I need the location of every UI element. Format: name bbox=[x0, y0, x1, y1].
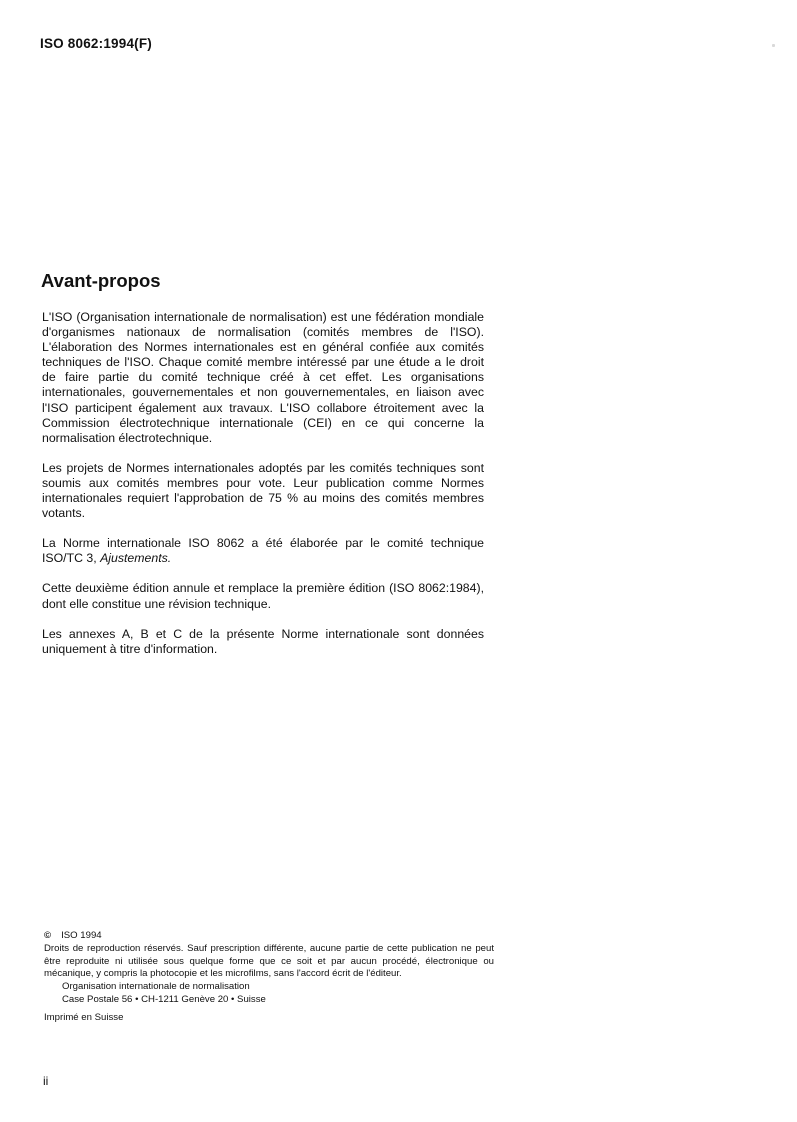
paragraph-annexes: Les annexes A, B et C de la présente Norme internationale sont données uniquement à titre d'information. bbox=[42, 626, 484, 656]
paragraph-edition: Cette deuxième édition annule et remplace la première édition (ISO 8062:1984), dont elle constitue une révision technique. bbox=[42, 581, 484, 611]
scan-speck bbox=[772, 44, 775, 47]
copyright-block bbox=[44, 930, 494, 1025]
tc-text: La Norme internationale ISO 8062 a été élaborée par le comité technique ISO/TC 3, bbox=[42, 536, 484, 566]
page-number: ii bbox=[43, 1074, 49, 1088]
printed-in: Imprimé en Suisse bbox=[44, 1011, 124, 1023]
copyright-line bbox=[44, 930, 494, 943]
copyright-symbol: © bbox=[44, 930, 52, 941]
paragraph-technical-committee bbox=[42, 536, 484, 566]
organization-name: Organisation internationale de normalisation bbox=[62, 981, 250, 993]
paragraph-voting: Les projets de Normes internationales adoptés par les comités techniques sont soumis aux comités membres pour vote. Leur publication comme Normes internationales requiert l'approbation de 75 % au moins des comités membres votants. bbox=[42, 460, 484, 521]
section-title: Avant-propos bbox=[41, 270, 161, 291]
organization-address: Case Postale 56 • CH-1211 Genève 20 • Suisse bbox=[62, 993, 266, 1005]
document-id-header: ISO 8062:1994(F) bbox=[40, 36, 153, 51]
foreword-body bbox=[42, 310, 484, 672]
rights-notice: Droits de reproduction réservés. Sauf prescription différente, aucune partie de cette publication ne peut être reproduite ni utilisée sous quelque forme que ce soit et par aucun procédé, électronique ou mécanique, y compris la photocopie et les microfilms, sans l'accord écrit de l'éditeur. bbox=[44, 942, 494, 980]
paragraph-iso-description: L'ISO (Organisation internationale de normalisation) est une fédération mondiale d'organismes nationaux de normalisation (comités membres de l'ISO). L'élaboration des Normes internationales est en général confiée aux comités techniques de l'ISO. Chaque comité membre intéressé par une étude a le droit de faire partie du comité technique créé à cet effet. Les organisations internationales, gouvernementales et non gouvernementales, en liaison avec l'ISO participent également aux travaux. L'ISO collabore étroitement avec la Commission électrotechnique internationale (CEI) en ce qui concerne la normalisation électrotechnique. bbox=[42, 310, 484, 445]
committee-name: Ajustements. bbox=[100, 551, 172, 566]
copyright-year: ISO 1994 bbox=[61, 930, 102, 941]
